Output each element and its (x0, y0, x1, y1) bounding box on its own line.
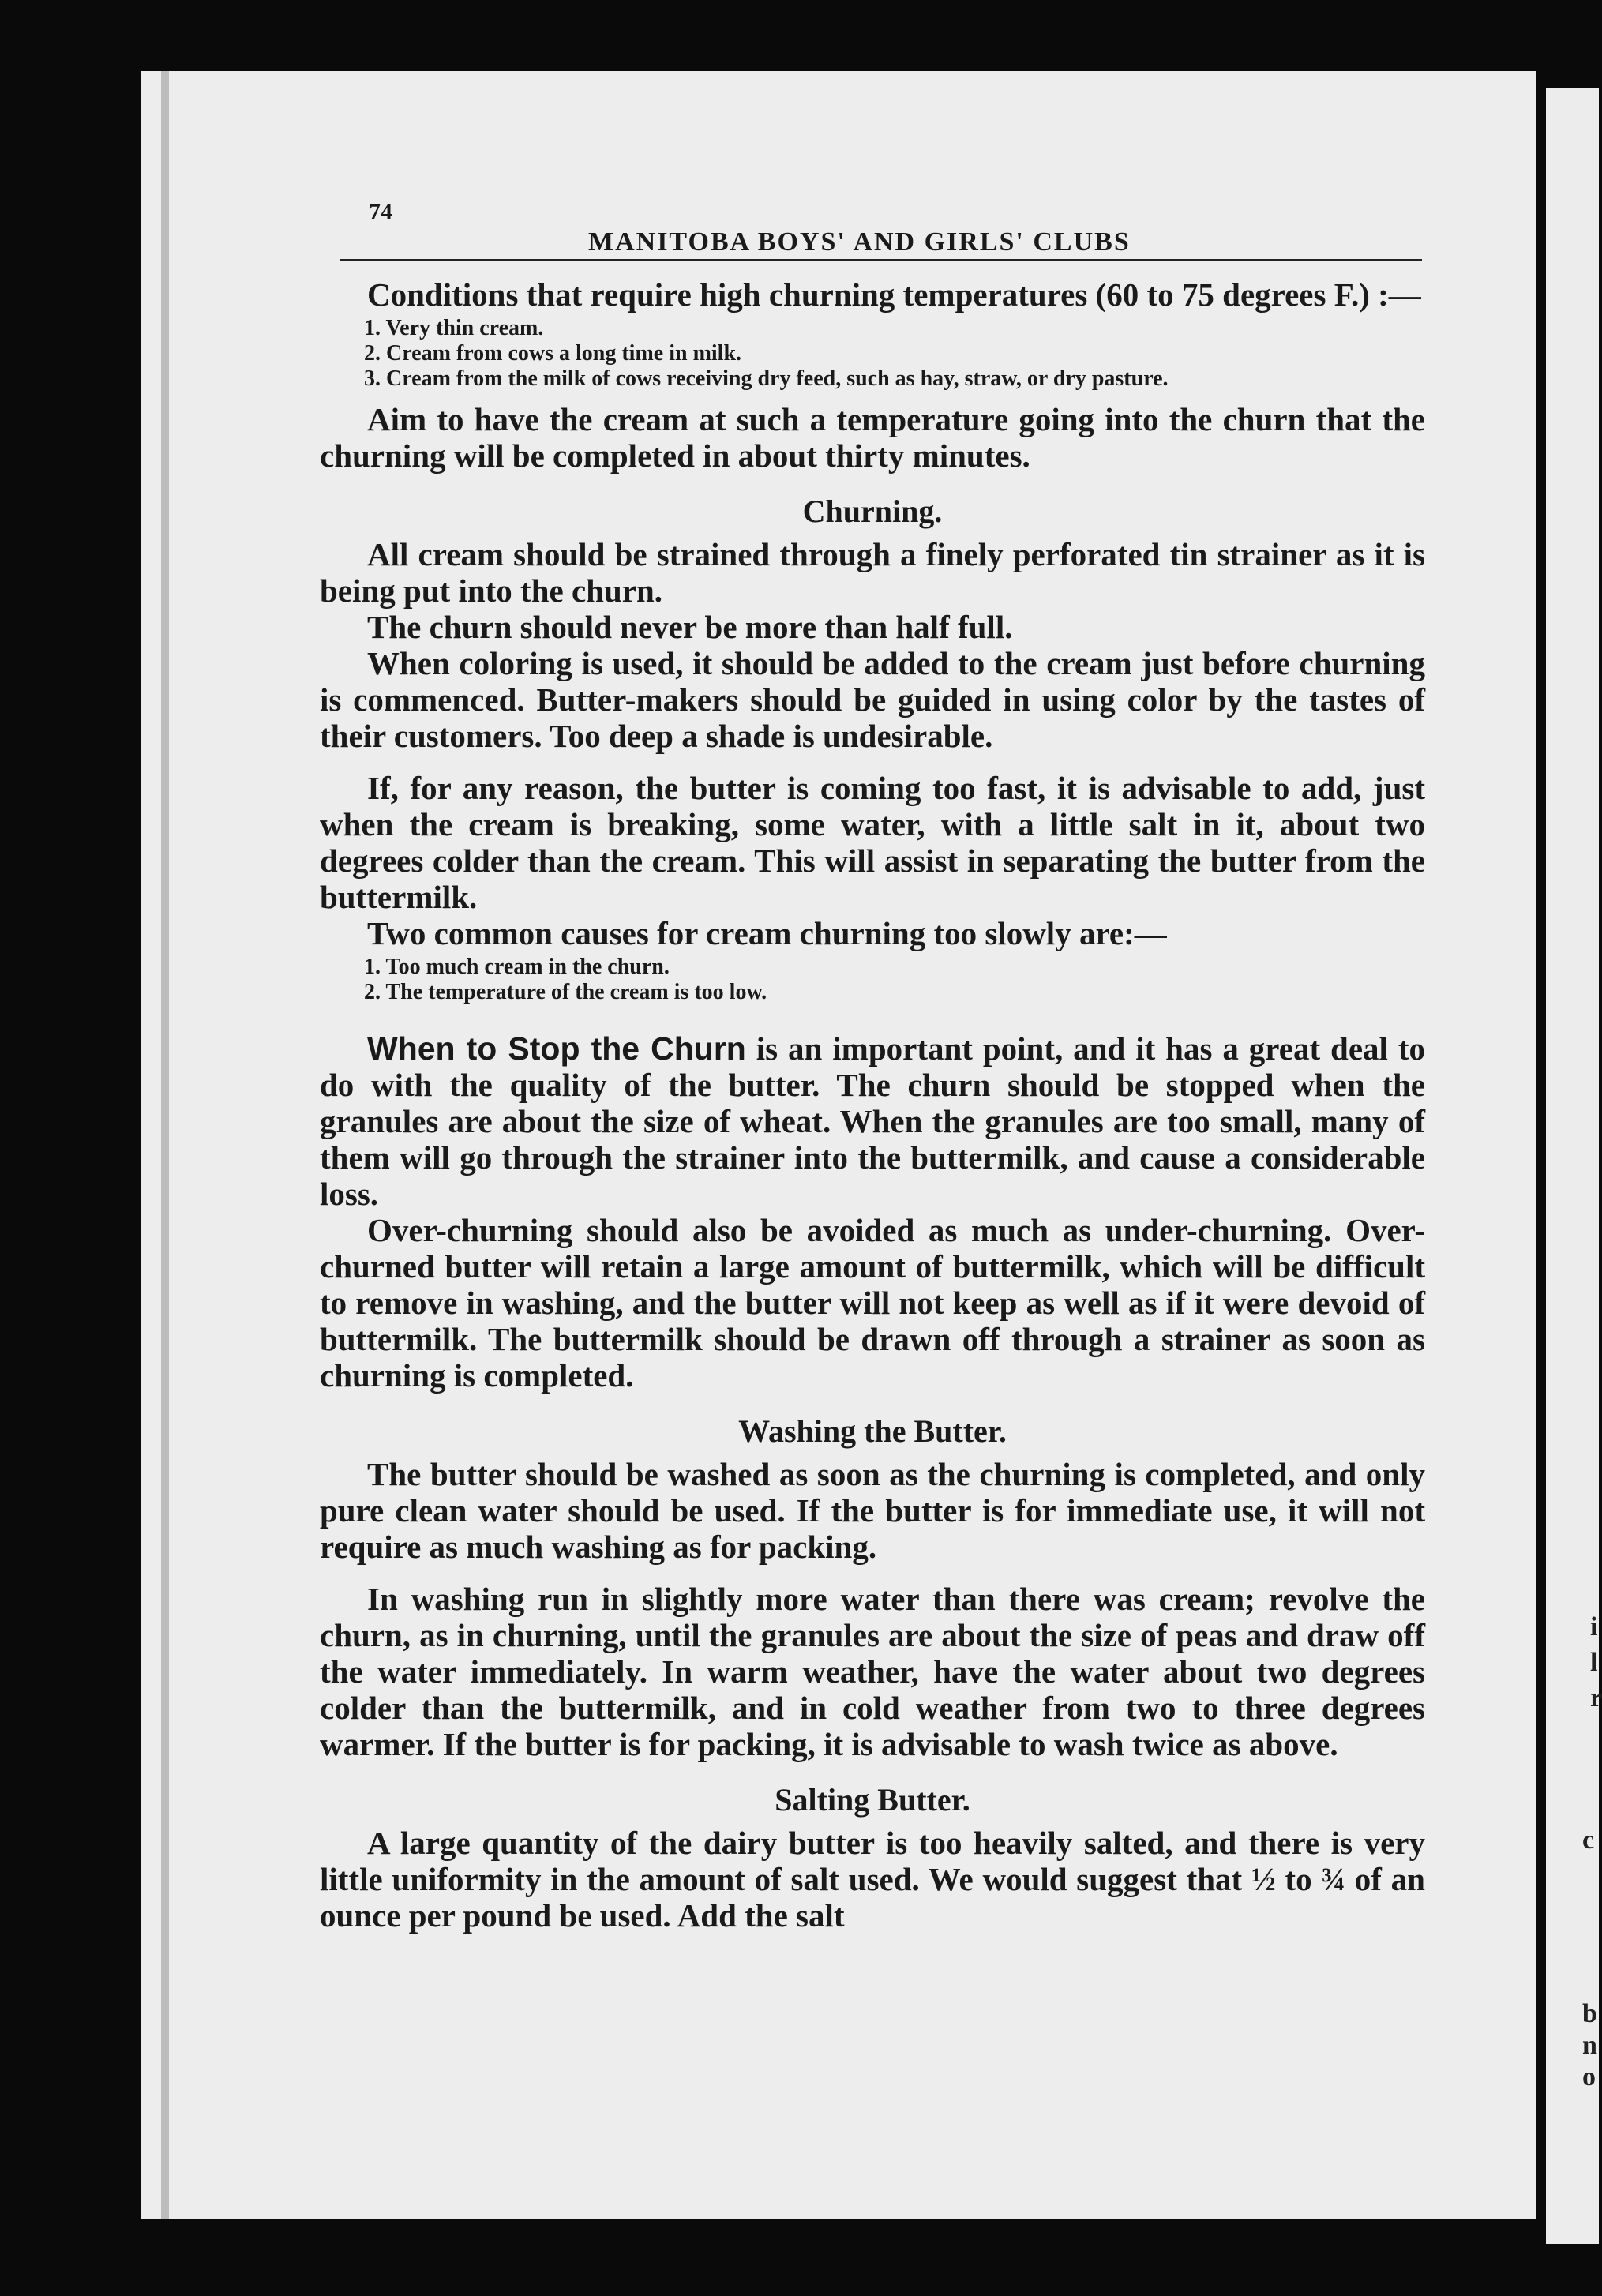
churning-paragraph-4: If, for any reason, the butter is coming too fast, it is advisable to add, just when the cream is breaking, some water, with a little salt in it, about two degrees colder than the cream. This will assist in separating the butter from the buttermilk. (320, 770, 1425, 915)
slow-causes-list (320, 955, 1425, 1005)
list-item: 2. The temperature of the cream is too low. (364, 980, 767, 1004)
stop-churn-paragraph (320, 1030, 1425, 1212)
stop-churn-runhead: When to Stop the Churn (367, 1030, 746, 1067)
churning-paragraph-5: Two common causes for cream churning too slowly are:— (367, 915, 1167, 951)
heading-washing: Washing the Butter. (738, 1413, 1007, 1449)
page-number: 74 (369, 199, 392, 225)
adjacent-page-letter: b (1582, 1999, 1597, 2028)
adjacent-page-letter: c (1582, 1825, 1595, 1855)
churning-paragraph-1: All cream should be strained through a finely perforated tin strainer as it is being put into the churn. (320, 536, 1425, 609)
adjacent-page-letter: r (1590, 1683, 1602, 1713)
adjacent-page-letter: i (1590, 1612, 1598, 1641)
over-churning-paragraph: Over-churning should also be avoided as much as under-churning. Over-churned butter will retain a large amount of buttermilk, which will be difficult to remove in washing, and the butter will not keep as well as if it were devoid of buttermilk. The buttermilk should be drawn off through a strainer as soon as churning is completed. (320, 1212, 1425, 1394)
header-rule (340, 259, 1422, 261)
body-text (304, 261, 1425, 1934)
list-item: 3. Cream from the milk of cows receiving dry feed, such as hay, straw, or dry pasture. (364, 366, 1169, 391)
adjacent-page-edge (1546, 88, 1602, 2244)
aim-paragraph: Aim to have the cream at such a temperature going into the churn that the churning will be completed in about thirty minutes. (320, 401, 1425, 474)
churning-paragraph-2: The churn should never be more than half full. (367, 609, 1013, 645)
washing-paragraph-1: The butter should be washed as soon as the churning is completed, and only pure clean water should be used. If the butter is for immediate use, it will not require as much washing as for packing. (320, 1456, 1425, 1565)
page-content (304, 189, 1425, 1934)
list-item: 2. Cream from cows a long time in milk. (364, 341, 742, 366)
list-item: 1. Too much cream in the churn. (364, 955, 670, 979)
adjacent-page-letter: o (1582, 2062, 1596, 2092)
page-binding-shadow (161, 71, 169, 2219)
stop-churn-text: is an important point, and it has a great deal to do with the quality of the butter. The churn should be stopped when the granules are about the size of wheat. When the granules are too small, many of them will go through the strainer into the buttermilk, and cause a considerable loss. (320, 1030, 1425, 1212)
page-header (304, 189, 1425, 261)
high-temp-lead: Conditions that require high churning temperatures (60 to 75 degrees F.) :— (367, 276, 1421, 313)
churning-paragraph-3: When coloring is used, it should be added to the cream just before churning is commenced. Butter-makers should be guided in using color by the tastes of their customers. Too deep a shade is undesirable. (320, 645, 1425, 754)
washing-paragraph-2: In washing run in slightly more water than there was cream; revolve the churn, as in churning, until the granules are about the size of peas and draw off the water immediately. In warm weather, have the water about two degrees colder than the buttermilk, and in cold weather from two to three degrees warmer. If the butter is for packing, it is advisable to wash twice as above. (320, 1581, 1425, 1762)
list-item: 1. Very thin cream. (364, 316, 544, 340)
running-title: MANITOBA BOYS' AND GIRLS' CLUBS (588, 227, 1131, 257)
adjacent-page-letter: n (1582, 2031, 1597, 2060)
salting-paragraph-1: A large quantity of the dairy butter is too heavily salted, and there is very little uniformity in the amount of salt used. We would suggest that ½ to ¾ of an ounce per pound be used. Add the salt (320, 1825, 1425, 1934)
heading-salting: Salting Butter. (775, 1782, 970, 1818)
heading-churning: Churning. (802, 493, 943, 529)
adjacent-page-letter: l (1590, 1648, 1598, 1677)
high-temp-list (320, 316, 1425, 392)
